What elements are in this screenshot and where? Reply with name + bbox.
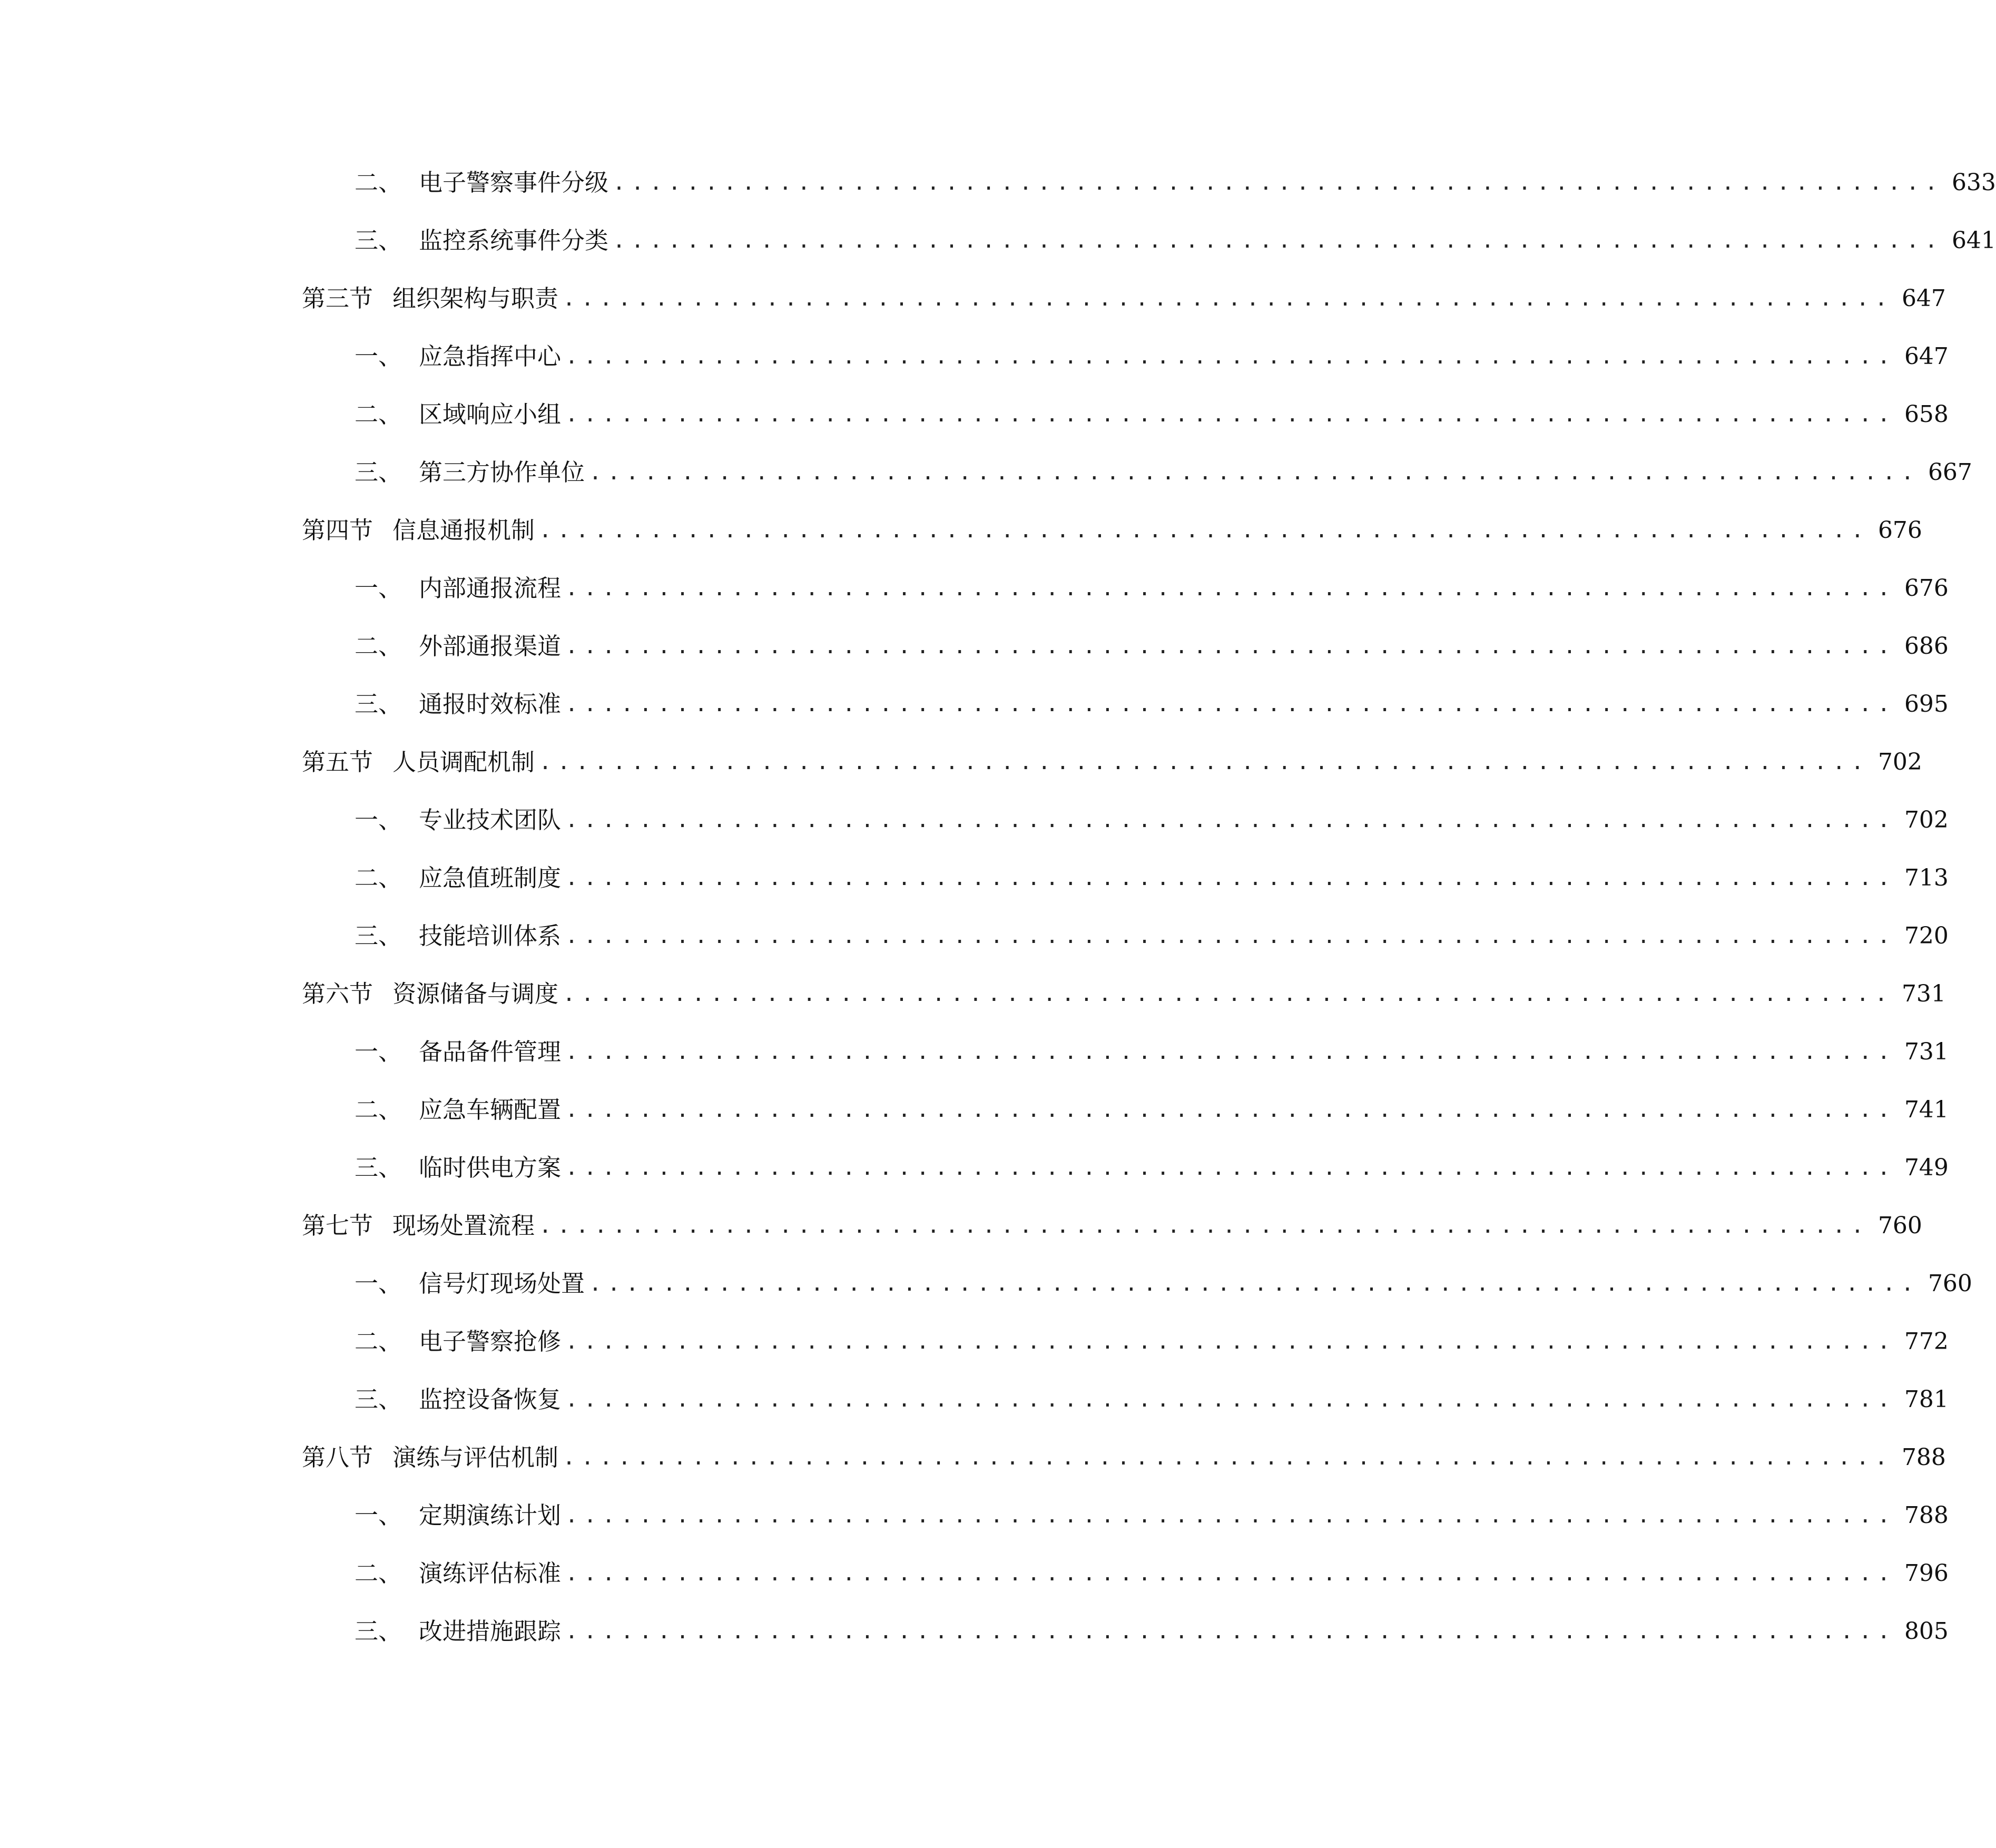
toc-entry-number: 一、 <box>355 1501 402 1529</box>
dot-leader: ........................................................................ <box>563 287 1893 311</box>
toc-entry-title: 电子警察抢修 <box>419 1328 562 1355</box>
dot-leader: ........................................................................ <box>589 460 1920 485</box>
toc-entry[interactable] <box>302 741 1922 783</box>
toc-entry-title: 外部通报渠道 <box>419 632 562 660</box>
toc-entry-page: 788 <box>1904 1502 1949 1529</box>
dot-leader: ........................................................................ <box>565 1156 1896 1180</box>
toc-entry[interactable] <box>355 162 1996 204</box>
dot-leader: ........................................................................ <box>539 750 1870 774</box>
toc-entry-number: 二、 <box>355 632 402 660</box>
toc-entry-title: 第三方协作单位 <box>419 458 585 486</box>
toc-entry[interactable] <box>302 509 1922 552</box>
toc-entry[interactable] <box>355 799 1949 841</box>
dot-leader: ........................................................................ <box>565 808 1896 832</box>
toc-entry-number: 第三节 <box>302 284 373 312</box>
toc-entry-page: 676 <box>1904 575 1949 602</box>
dot-leader: ........................................................................ <box>565 345 1896 369</box>
toc-entry[interactable] <box>355 915 1949 957</box>
toc-entry[interactable] <box>302 973 1946 1015</box>
toc-entry-title: 监控设备恢复 <box>419 1385 562 1413</box>
toc-entry-number: 三、 <box>355 922 402 950</box>
toc-entry-number: 二、 <box>355 400 402 428</box>
toc-entry-page: 720 <box>1904 922 1949 949</box>
toc-entry-number: 二、 <box>355 1559 402 1587</box>
toc-entry[interactable] <box>355 451 1972 494</box>
toc-entry-page: 788 <box>1901 1444 1946 1471</box>
toc-entry-title: 电子警察事件分级 <box>419 169 609 196</box>
toc-entry[interactable] <box>355 1321 1949 1363</box>
toc-entry-title: 信息通报机制 <box>392 516 535 544</box>
dot-leader: ........................................................................ <box>613 171 1943 195</box>
dot-leader: ........................................................................ <box>563 1446 1893 1470</box>
toc-entry-title: 内部通报流程 <box>419 574 562 602</box>
dot-leader: ........................................................................ <box>565 1388 1896 1412</box>
toc-entry-number: 一、 <box>355 806 402 834</box>
toc-entry-title: 现场处置流程 <box>392 1212 535 1240</box>
dot-leader: ........................................................................ <box>565 866 1896 890</box>
toc-entry[interactable] <box>302 1205 1922 1247</box>
toc-entry-title: 组织架构与职责 <box>392 284 559 312</box>
toc-entry-page: 760 <box>1928 1270 1972 1297</box>
dot-leader: ........................................................................ <box>565 1330 1896 1354</box>
dot-leader: ........................................................................ <box>589 1272 1920 1296</box>
toc-entry-number: 三、 <box>355 227 402 254</box>
toc-entry-number: 三、 <box>355 1385 402 1413</box>
toc-entry-title: 演练与评估机制 <box>392 1443 559 1471</box>
toc-entry-number: 二、 <box>355 169 402 196</box>
dot-leader: ........................................................................ <box>563 982 1893 1006</box>
toc-entry[interactable] <box>355 625 1949 667</box>
toc-entry-number: 二、 <box>355 864 402 892</box>
toc-entry-title: 应急值班制度 <box>419 864 562 892</box>
toc-entry-number: 第五节 <box>302 748 373 776</box>
toc-entry[interactable] <box>355 567 1949 610</box>
dot-leader: ........................................................................ <box>565 1503 1896 1528</box>
toc-entry-number: 一、 <box>355 1038 402 1066</box>
toc-entry-number: 第八节 <box>302 1443 373 1471</box>
toc-entry-title: 备品备件管理 <box>419 1038 562 1066</box>
dot-leader: ........................................................................ <box>565 692 1896 716</box>
toc-entry-number: 三、 <box>355 690 402 718</box>
toc-entry-number: 二、 <box>355 1328 402 1355</box>
toc-entry-number: 第七节 <box>302 1212 373 1240</box>
toc-entry[interactable] <box>355 220 1996 262</box>
toc-entry-page: 641 <box>1951 227 1996 254</box>
toc-entry[interactable] <box>355 1610 1949 1653</box>
toc-entry-page: 741 <box>1904 1096 1949 1123</box>
toc-entry-title: 区域响应小组 <box>419 400 562 428</box>
toc-entry-number: 三、 <box>355 1154 402 1182</box>
toc-entry[interactable] <box>355 1379 1949 1421</box>
toc-entry-page: 647 <box>1904 343 1949 370</box>
toc-entry-page: 702 <box>1877 749 1922 775</box>
toc-entry[interactable] <box>355 1147 1949 1189</box>
toc-entry-title: 定期演练计划 <box>419 1501 562 1529</box>
toc-entry-page: 686 <box>1904 633 1949 660</box>
toc-entry[interactable] <box>355 1031 1949 1073</box>
toc-entry[interactable] <box>302 1437 1946 1479</box>
toc-entry-title: 专业技术团队 <box>419 806 562 834</box>
dot-leader: ........................................................................ <box>565 924 1896 948</box>
toc-entry[interactable] <box>355 1495 1949 1537</box>
dot-leader: ........................................................................ <box>565 402 1896 427</box>
toc-entry[interactable] <box>355 1263 1972 1305</box>
toc-entry[interactable] <box>355 857 1949 899</box>
dot-leader: ........................................................................ <box>565 634 1896 658</box>
toc-entry[interactable] <box>355 394 1949 436</box>
toc-entry[interactable] <box>302 278 1946 320</box>
toc-entry-page: 731 <box>1904 1038 1949 1065</box>
dot-leader: ........................................................................ <box>565 1040 1896 1064</box>
toc-entry-title: 演练评估标准 <box>419 1559 562 1587</box>
toc-entry[interactable] <box>355 683 1949 725</box>
toc-entry-title: 技能培训体系 <box>419 922 562 950</box>
toc-entry-title: 通报时效标准 <box>419 690 562 718</box>
toc-entry-title: 监控系统事件分类 <box>419 227 609 254</box>
toc-entry-number: 二、 <box>355 1096 402 1124</box>
dot-leader: ........................................................................ <box>565 576 1896 601</box>
toc-entry[interactable] <box>355 1089 1949 1131</box>
dot-leader: ........................................................................ <box>565 1561 1896 1586</box>
dot-leader: ........................................................................ <box>565 1619 1896 1644</box>
toc-entry[interactable] <box>355 1552 1949 1595</box>
toc-entry-page: 658 <box>1904 401 1949 428</box>
toc-entry-title: 应急车辆配置 <box>419 1096 562 1124</box>
dot-leader: ........................................................................ <box>539 518 1870 543</box>
toc-entry-page: 796 <box>1904 1560 1949 1587</box>
toc-entry-number: 三、 <box>355 1617 402 1645</box>
toc-entry-page: 805 <box>1904 1618 1949 1645</box>
toc-entry-title: 人员调配机制 <box>392 748 535 776</box>
toc-entry[interactable] <box>355 336 1949 378</box>
toc-entry-page: 749 <box>1904 1154 1949 1181</box>
toc-entry-title: 资源储备与调度 <box>392 980 559 1008</box>
toc-entry-number: 一、 <box>355 1270 402 1297</box>
toc-entry-number: 一、 <box>355 342 402 370</box>
toc-entry-number: 三、 <box>355 458 402 486</box>
toc-entry-page: 695 <box>1904 691 1949 717</box>
toc-entry-number: 第四节 <box>302 516 373 544</box>
toc-entry-page: 667 <box>1928 459 1972 486</box>
toc-entry-number: 第六节 <box>302 980 373 1008</box>
toc-entry-page: 772 <box>1904 1328 1949 1355</box>
toc-entry-page: 781 <box>1904 1386 1949 1413</box>
toc-entry-title: 应急指挥中心 <box>419 342 562 370</box>
toc-entry-title: 临时供电方案 <box>419 1154 562 1182</box>
dot-leader: ........................................................................ <box>613 229 1943 253</box>
toc-entry-page: 731 <box>1901 980 1946 1007</box>
dot-leader: ........................................................................ <box>539 1214 1870 1238</box>
toc-entry-number: 一、 <box>355 574 402 602</box>
toc-entry-page: 676 <box>1877 517 1922 544</box>
toc-entry-page: 702 <box>1904 807 1949 833</box>
toc-entry-title: 信号灯现场处置 <box>419 1270 585 1297</box>
toc-entry-page: 647 <box>1901 285 1946 312</box>
dot-leader: ........................................................................ <box>565 1098 1896 1122</box>
toc-entry-page: 713 <box>1904 864 1949 891</box>
toc-entry-title: 改进措施跟踪 <box>419 1617 562 1645</box>
toc-entry-page: 633 <box>1951 169 1996 196</box>
toc-entry-page: 760 <box>1877 1212 1922 1239</box>
